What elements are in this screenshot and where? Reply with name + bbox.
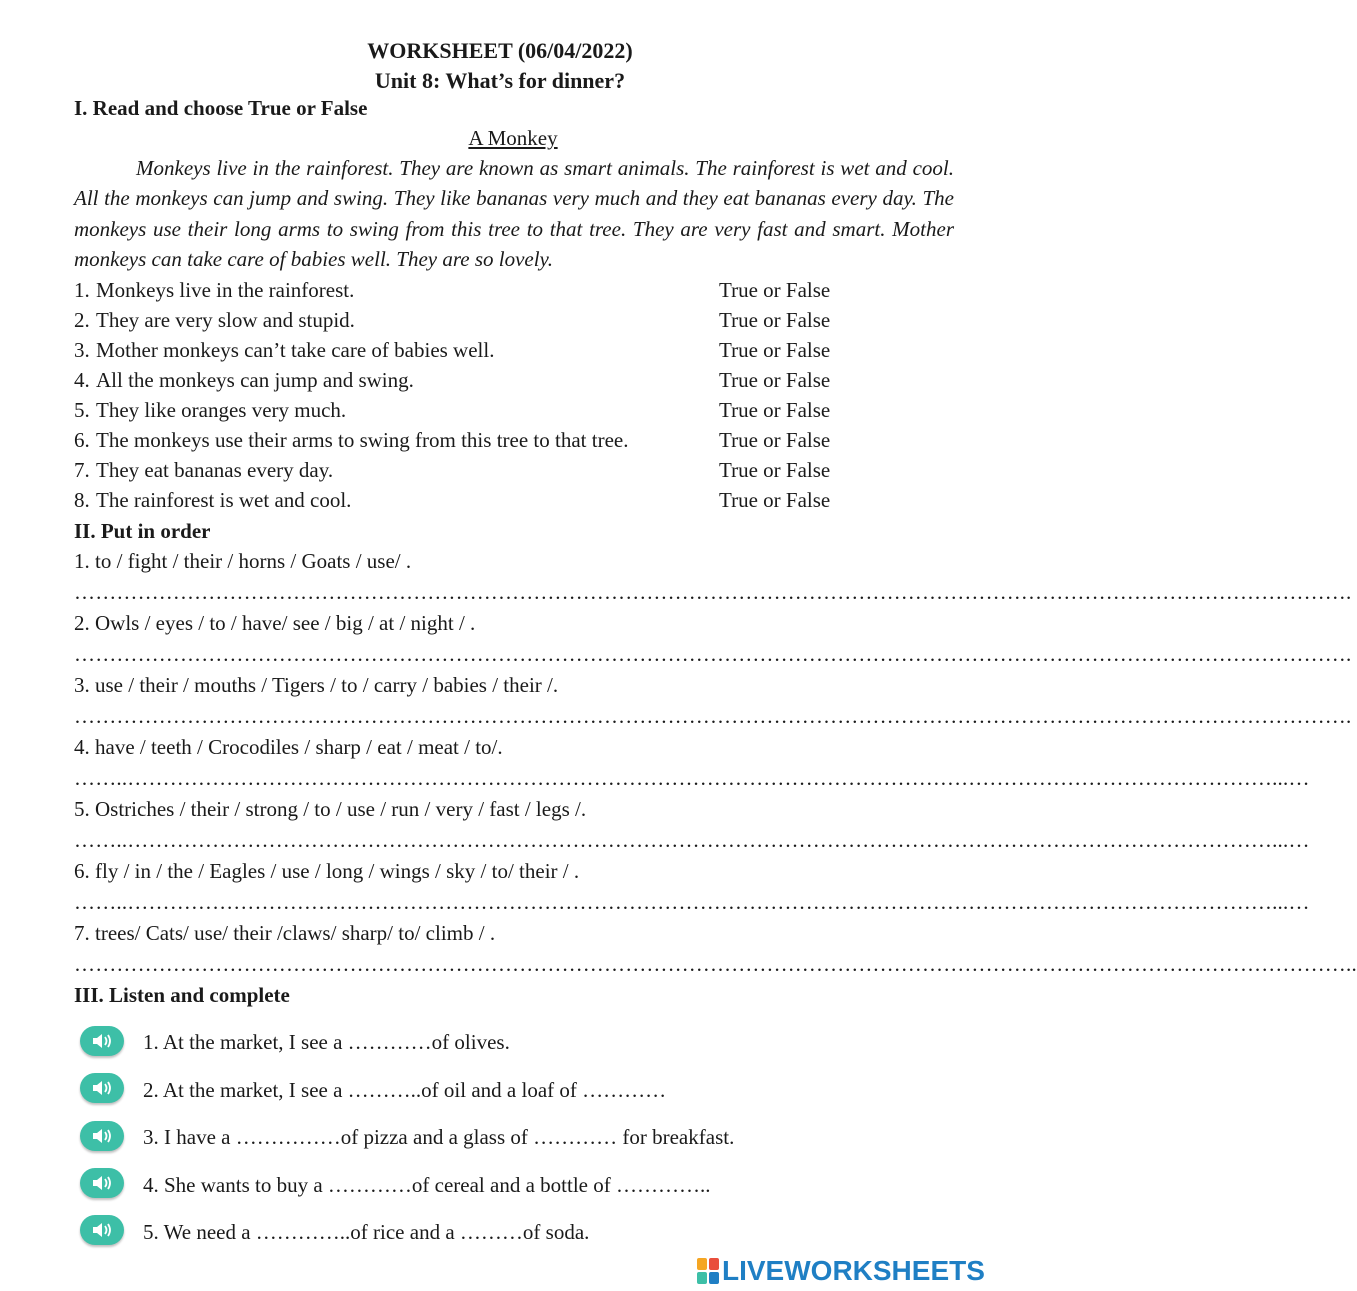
audio-play-button-5[interactable] — [80, 1215, 124, 1245]
question-text: They eat bananas every day. — [96, 458, 334, 482]
tf-question-3 — [74, 338, 874, 368]
section-1-heading: I. Read and choose True or False — [74, 96, 368, 120]
audio-play-button-2[interactable] — [80, 1073, 124, 1103]
tf-question-4 — [74, 368, 874, 398]
audio-play-button-4[interactable] — [80, 1168, 124, 1198]
worksheet-subtitle: Unit 8: What’s for dinner? — [374, 68, 626, 93]
audio-play-button-1[interactable] — [80, 1026, 124, 1056]
question-number: 5. — [74, 398, 90, 422]
question-text: The rainforest is wet and cool. — [96, 488, 352, 512]
answer-line-6[interactable]: ……..………………………………………………………………………………………………………………………………………………...… — [74, 890, 1310, 914]
order-item-2: 2. Owls / eyes / to / have/ see / big / at / night / . — [74, 611, 476, 635]
answer-line-3[interactable]: ………………………………………………………………………………………………………………………………………………………………. — [74, 704, 1352, 728]
order-item-6: 6. fly / in / the / Eagles / use / long / wings / sky / to/ their / . — [74, 859, 580, 883]
speaker-icon — [91, 1079, 113, 1097]
question-number: 7. — [74, 458, 90, 482]
question-text: Mother monkeys can’t take care of babies well. — [96, 338, 495, 362]
speaker-icon — [91, 1174, 113, 1192]
true-false-choice[interactable]: True or False — [719, 488, 831, 512]
tf-question-2 — [74, 308, 874, 338]
tf-question-8 — [74, 488, 874, 518]
answer-line-4[interactable]: ……..………………………………………………………………………………………………………………………………………………...… — [74, 766, 1310, 790]
question-text: They are very slow and stupid. — [96, 308, 355, 332]
speaker-icon — [91, 1127, 113, 1145]
order-item-1: 1. to / fight / their / horns / Goats / use/ . — [74, 549, 412, 573]
answer-line-2[interactable]: ………………………………………………………………………………………………………………………………………………………………. — [74, 642, 1352, 666]
true-false-choice[interactable]: True or False — [719, 428, 831, 452]
speaker-icon — [91, 1221, 113, 1239]
question-text: All the monkeys can jump and swing. — [96, 368, 414, 392]
order-item-4: 4. have / teeth / Crocodiles / sharp / eat / meat / to/. — [74, 735, 503, 759]
audio-play-button-3[interactable] — [80, 1121, 124, 1151]
answer-line-7[interactable]: ……………………………………………………………………………………………………………………………………………………………….. — [74, 952, 1357, 976]
tf-question-7 — [74, 458, 874, 488]
listen-item-4: 4. She wants to buy a …………of cereal and a bottle of ………….. — [143, 1173, 711, 1197]
listen-item-3: 3. I have a ……………of pizza and a glass of ………… for breakfast. — [143, 1125, 735, 1149]
listen-item-5: 5. We need a …………..of rice and a ………of soda. — [143, 1220, 590, 1244]
question-number: 1. — [74, 278, 90, 302]
true-false-choice[interactable]: True or False — [719, 308, 831, 332]
worksheet-title: WORKSHEET (06/04/2022) — [367, 38, 633, 63]
order-item-3: 3. use / their / mouths / Tigers / to / carry / babies / their /. — [74, 673, 559, 697]
section-2-heading: II. Put in order — [74, 519, 211, 543]
question-text: They like oranges very much. — [96, 398, 347, 422]
true-false-choice[interactable]: True or False — [719, 458, 831, 482]
logo-text: LIVEWORKSHEETS — [722, 1255, 985, 1286]
listen-item-1: 1. At the market, I see a …………of olives. — [143, 1030, 510, 1054]
true-false-choice[interactable]: True or False — [719, 278, 831, 302]
tf-question-1 — [74, 278, 874, 308]
question-number: 3. — [74, 338, 90, 362]
question-number: 8. — [74, 488, 90, 512]
question-number: 2. — [74, 308, 90, 332]
answer-line-5[interactable]: ……..………………………………………………………………………………………………………………………………………………...… — [74, 828, 1310, 852]
question-text: The monkeys use their arms to swing from this tree to that tree. — [96, 428, 629, 452]
order-item-5: 5. Ostriches / their / strong / to / use / run / very / fast / legs /. — [74, 797, 587, 821]
question-number: 6. — [74, 428, 90, 452]
reading-passage: Monkeys live in the rainforest. They are known as smart animals. The rainforest is wet and cool. All the monkeys can jump and swing. They like bananas very much and they eat bananas every day. The monkeys use their long arms to swing from this tree to that tree. They are very fast and smart. Mother monkeys can take care of babies well. They are so lovely. — [74, 156, 954, 272]
answer-line-1[interactable]: ………………………………………………………………………………………………………………………………………………………………. — [74, 580, 1352, 604]
true-false-choice[interactable]: True or False — [719, 338, 831, 362]
order-item-7: 7. trees/ Cats/ use/ their /claws/ sharp/ to/ climb / . — [74, 921, 496, 945]
story-title: A Monkey — [468, 126, 558, 150]
true-false-choice[interactable]: True or False — [719, 368, 831, 392]
tf-question-5 — [74, 398, 874, 428]
question-number: 4. — [74, 368, 90, 392]
section-3-heading: III. Listen and complete — [74, 983, 290, 1007]
speaker-icon — [91, 1032, 113, 1050]
true-false-choice[interactable]: True or False — [719, 398, 831, 422]
question-text: Monkeys live in the rainforest. — [96, 278, 355, 302]
tf-question-6 — [74, 428, 874, 458]
logo-mark-icon — [697, 1258, 719, 1284]
listen-item-2: 2. At the market, I see a ………..of oil and a loaf of ………… — [143, 1078, 667, 1102]
